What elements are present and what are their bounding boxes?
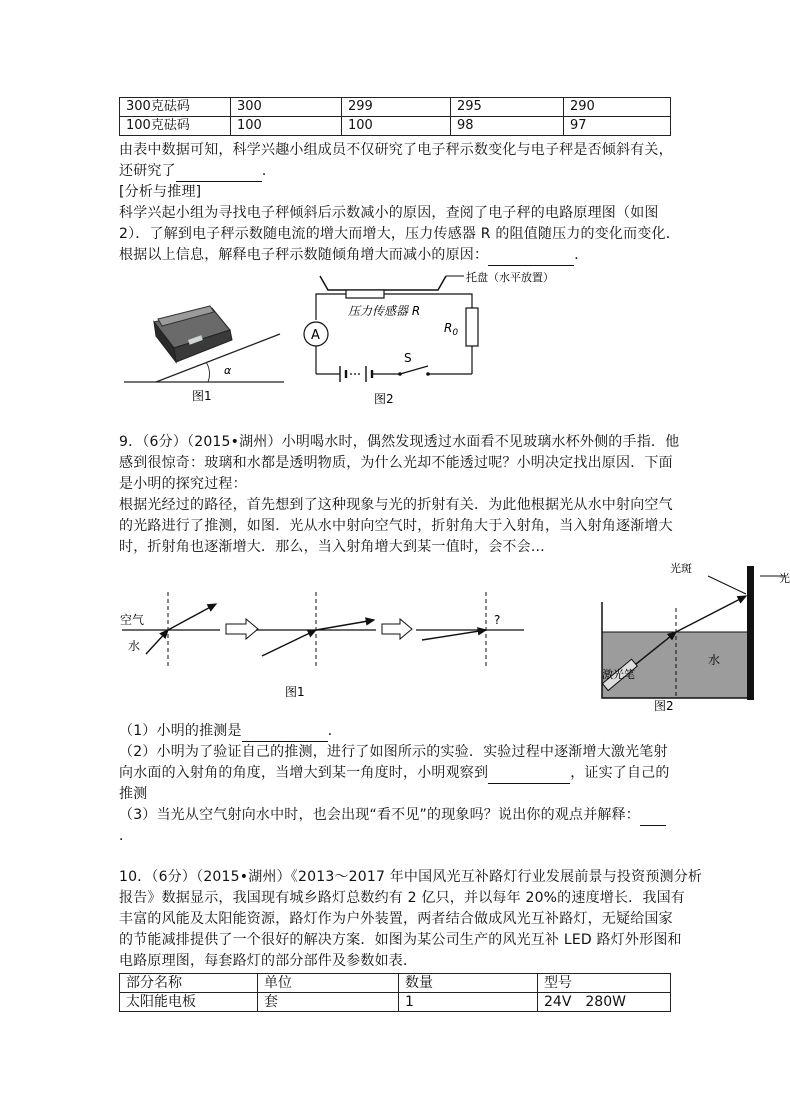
q8-line2-end: ． xyxy=(261,163,277,179)
refracted-ray xyxy=(316,620,374,630)
answer-blank[interactable] xyxy=(488,769,570,784)
table-cell: 300克砝码 xyxy=(120,98,231,117)
sensor-label: 压力传感器 R xyxy=(348,304,421,318)
tray-label: 托盘（水平放置） xyxy=(466,271,554,284)
q8-line3: 科学兴起小组为寻找电子秤倾斜后示数减小的原因，查阅了电子秤的电路原理图（如图 xyxy=(119,205,659,221)
next-arrow xyxy=(382,619,412,639)
refracted-ray xyxy=(168,604,216,630)
incident-ray xyxy=(262,630,316,656)
question-mark: ? xyxy=(494,613,501,627)
angle-arc xyxy=(206,362,210,382)
q8-line2 xyxy=(119,161,276,182)
q9-line3: 是小明的探究过程： xyxy=(119,476,247,492)
switch xyxy=(398,366,430,376)
resistor-r0 xyxy=(466,308,478,346)
q9-line5: 的光路进行了推测，如图．光从水中射向空气时，折射角大于入射角，当入射角逐渐增大 xyxy=(119,518,673,534)
q8-line1: 由表中数据可知，科学兴趣小组成员不仅研究了电子秤示数变化与电子秤是否倾斜有关， xyxy=(119,142,673,158)
table-cell: 299 xyxy=(342,98,451,117)
table-cell: 97 xyxy=(564,117,671,136)
q9-sub3-text: （3）当光从空气射向水中时，也会出现“看不见”的现象吗？说出你的观点并解释： xyxy=(119,807,641,823)
table-cell: 100 xyxy=(342,117,451,136)
table-header-row xyxy=(120,974,671,993)
answer-blank[interactable] xyxy=(488,251,574,266)
q8-line5 xyxy=(119,245,588,266)
q9-line4: 根据光经过的路径，首先想到了这种现象与光的折射有关．为此他根据光从水中射向空气 xyxy=(119,497,673,513)
weights-table xyxy=(119,97,671,136)
q9-sub3-end: ． xyxy=(119,828,134,844)
spot-label: 光斑 xyxy=(670,562,692,575)
table-cell: 套 xyxy=(258,993,399,1012)
table-cell: 290 xyxy=(564,98,671,117)
tray xyxy=(320,276,446,290)
figure-label: 图2 xyxy=(654,699,674,713)
light-label: 光 xyxy=(779,572,790,585)
screen-board xyxy=(747,566,754,700)
q8-figure2-circuit xyxy=(300,270,570,410)
table-cell: 98 xyxy=(451,117,564,136)
q8-line5-end: ． xyxy=(574,247,589,263)
q10-line5: 电路原理图，每套路灯的部分部件及参数如表． xyxy=(119,953,418,969)
q9-sub1 xyxy=(119,721,342,742)
water-label: 水 xyxy=(708,653,721,667)
table-row xyxy=(120,117,671,136)
table-header: 型号 xyxy=(538,974,671,993)
q9-sub1-text: （1）小明的推测是 xyxy=(119,723,242,739)
angle-label: α xyxy=(224,364,232,377)
battery xyxy=(340,366,372,382)
table-cell: 295 xyxy=(451,98,564,117)
table-row xyxy=(120,993,671,1012)
q9-line1: 9．（6分）（2015•湖州）小明喝水时，偶然发现透过水面看不见玻璃水杯外侧的手指．他 xyxy=(119,434,680,450)
q9-sub2b-text: 向水面的入射角的角度，当增大到某一角度时，小明观察到 xyxy=(119,765,489,781)
q10-line4: 的节能减排提供了一个很好的解决方案．如图为某公司生产的风光互补 LED 路灯外形图和 xyxy=(119,932,682,948)
table-cell: 100克砝码 xyxy=(120,117,231,136)
spot-pointer xyxy=(708,576,746,594)
q9-sub2b-end: ，证实了自己的 xyxy=(570,765,670,781)
q9-sub2a: （2）小明为了验证自己的推测，进行了如图所示的实验．实验过程中逐渐增大激光笔射 xyxy=(119,744,668,760)
table-cell: 太阳能电板 xyxy=(120,993,258,1012)
figure-label: 图1 xyxy=(192,389,212,403)
r0-label: $R_0$ xyxy=(444,321,459,338)
q8-line4: 2）．了解到电子秤示数随电流的增大而增大，压力传感器 R 的阻值随压力的变化而变化． xyxy=(119,226,680,242)
q9-sub2c: 推测 xyxy=(119,786,148,802)
q9-sub3 xyxy=(119,805,666,826)
table-row xyxy=(120,98,671,117)
refracted-ray xyxy=(676,596,746,632)
air-label: 空气 xyxy=(120,613,145,627)
parts-table xyxy=(119,973,671,1012)
next-arrow xyxy=(226,619,258,639)
answer-blank[interactable] xyxy=(176,167,262,182)
answer-blank[interactable] xyxy=(242,727,328,742)
table-header: 数量 xyxy=(399,974,538,993)
q8-line2-text: 还研究了 xyxy=(119,163,176,179)
table-header: 单位 xyxy=(258,974,399,993)
laser-pen-label: 激光笔 xyxy=(602,668,635,681)
water-label: 水 xyxy=(128,639,141,653)
wire xyxy=(316,294,346,320)
table-cell: 24V 280W xyxy=(538,993,671,1012)
q10-line2: 报告》数据显示，我国现有城乡路灯总数约有 2 亿只，并以每年 20%的速度增长．我国有 xyxy=(119,890,685,906)
q9-figure2 xyxy=(596,558,790,718)
incident-ray xyxy=(146,630,168,654)
q8-line5-text: 根据以上信息，解释电子秤示数随倾角增大而减小的原因： xyxy=(119,247,489,263)
table-cell: 1 xyxy=(399,993,538,1012)
answer-blank[interactable] xyxy=(640,811,666,826)
figure-label: 图1 xyxy=(285,685,305,699)
table-cell: 100 xyxy=(231,117,342,136)
switch-label: S xyxy=(404,351,412,365)
q9-sub1-end: ． xyxy=(327,723,342,739)
q8-figure1 xyxy=(118,282,293,407)
incident-ray xyxy=(422,630,486,640)
table-cell: 300 xyxy=(231,98,342,117)
pressure-sensor xyxy=(346,290,384,298)
ammeter-label: A xyxy=(311,328,320,343)
q9-figure1 xyxy=(116,590,526,702)
table-header: 部分名称 xyxy=(120,974,258,993)
q9-line2: 感到很惊奇：玻璃和水都是透明物质，为什么光却不能透过呢？小明决定找出原因．下面 xyxy=(119,455,673,471)
q10-line1: 10．（6分）（2015•湖州）《2013～2017 年中国风光互补路灯行业发展前景与投资预测分析 xyxy=(119,869,703,885)
electronic-scale xyxy=(154,306,232,362)
figure-label: 图2 xyxy=(374,392,394,406)
q9-line6: 时，折射角也逐渐增大．那么，当入射角增大到某一值时，会不会… xyxy=(119,539,545,555)
q9-sub2b xyxy=(119,763,670,784)
section-title: [分析与推理] xyxy=(119,184,202,200)
q10-line3: 丰富的风能及太阳能资源，路灯作为户外装置，两者结合做成风光互补路灯，无疑给国家 xyxy=(119,911,673,927)
